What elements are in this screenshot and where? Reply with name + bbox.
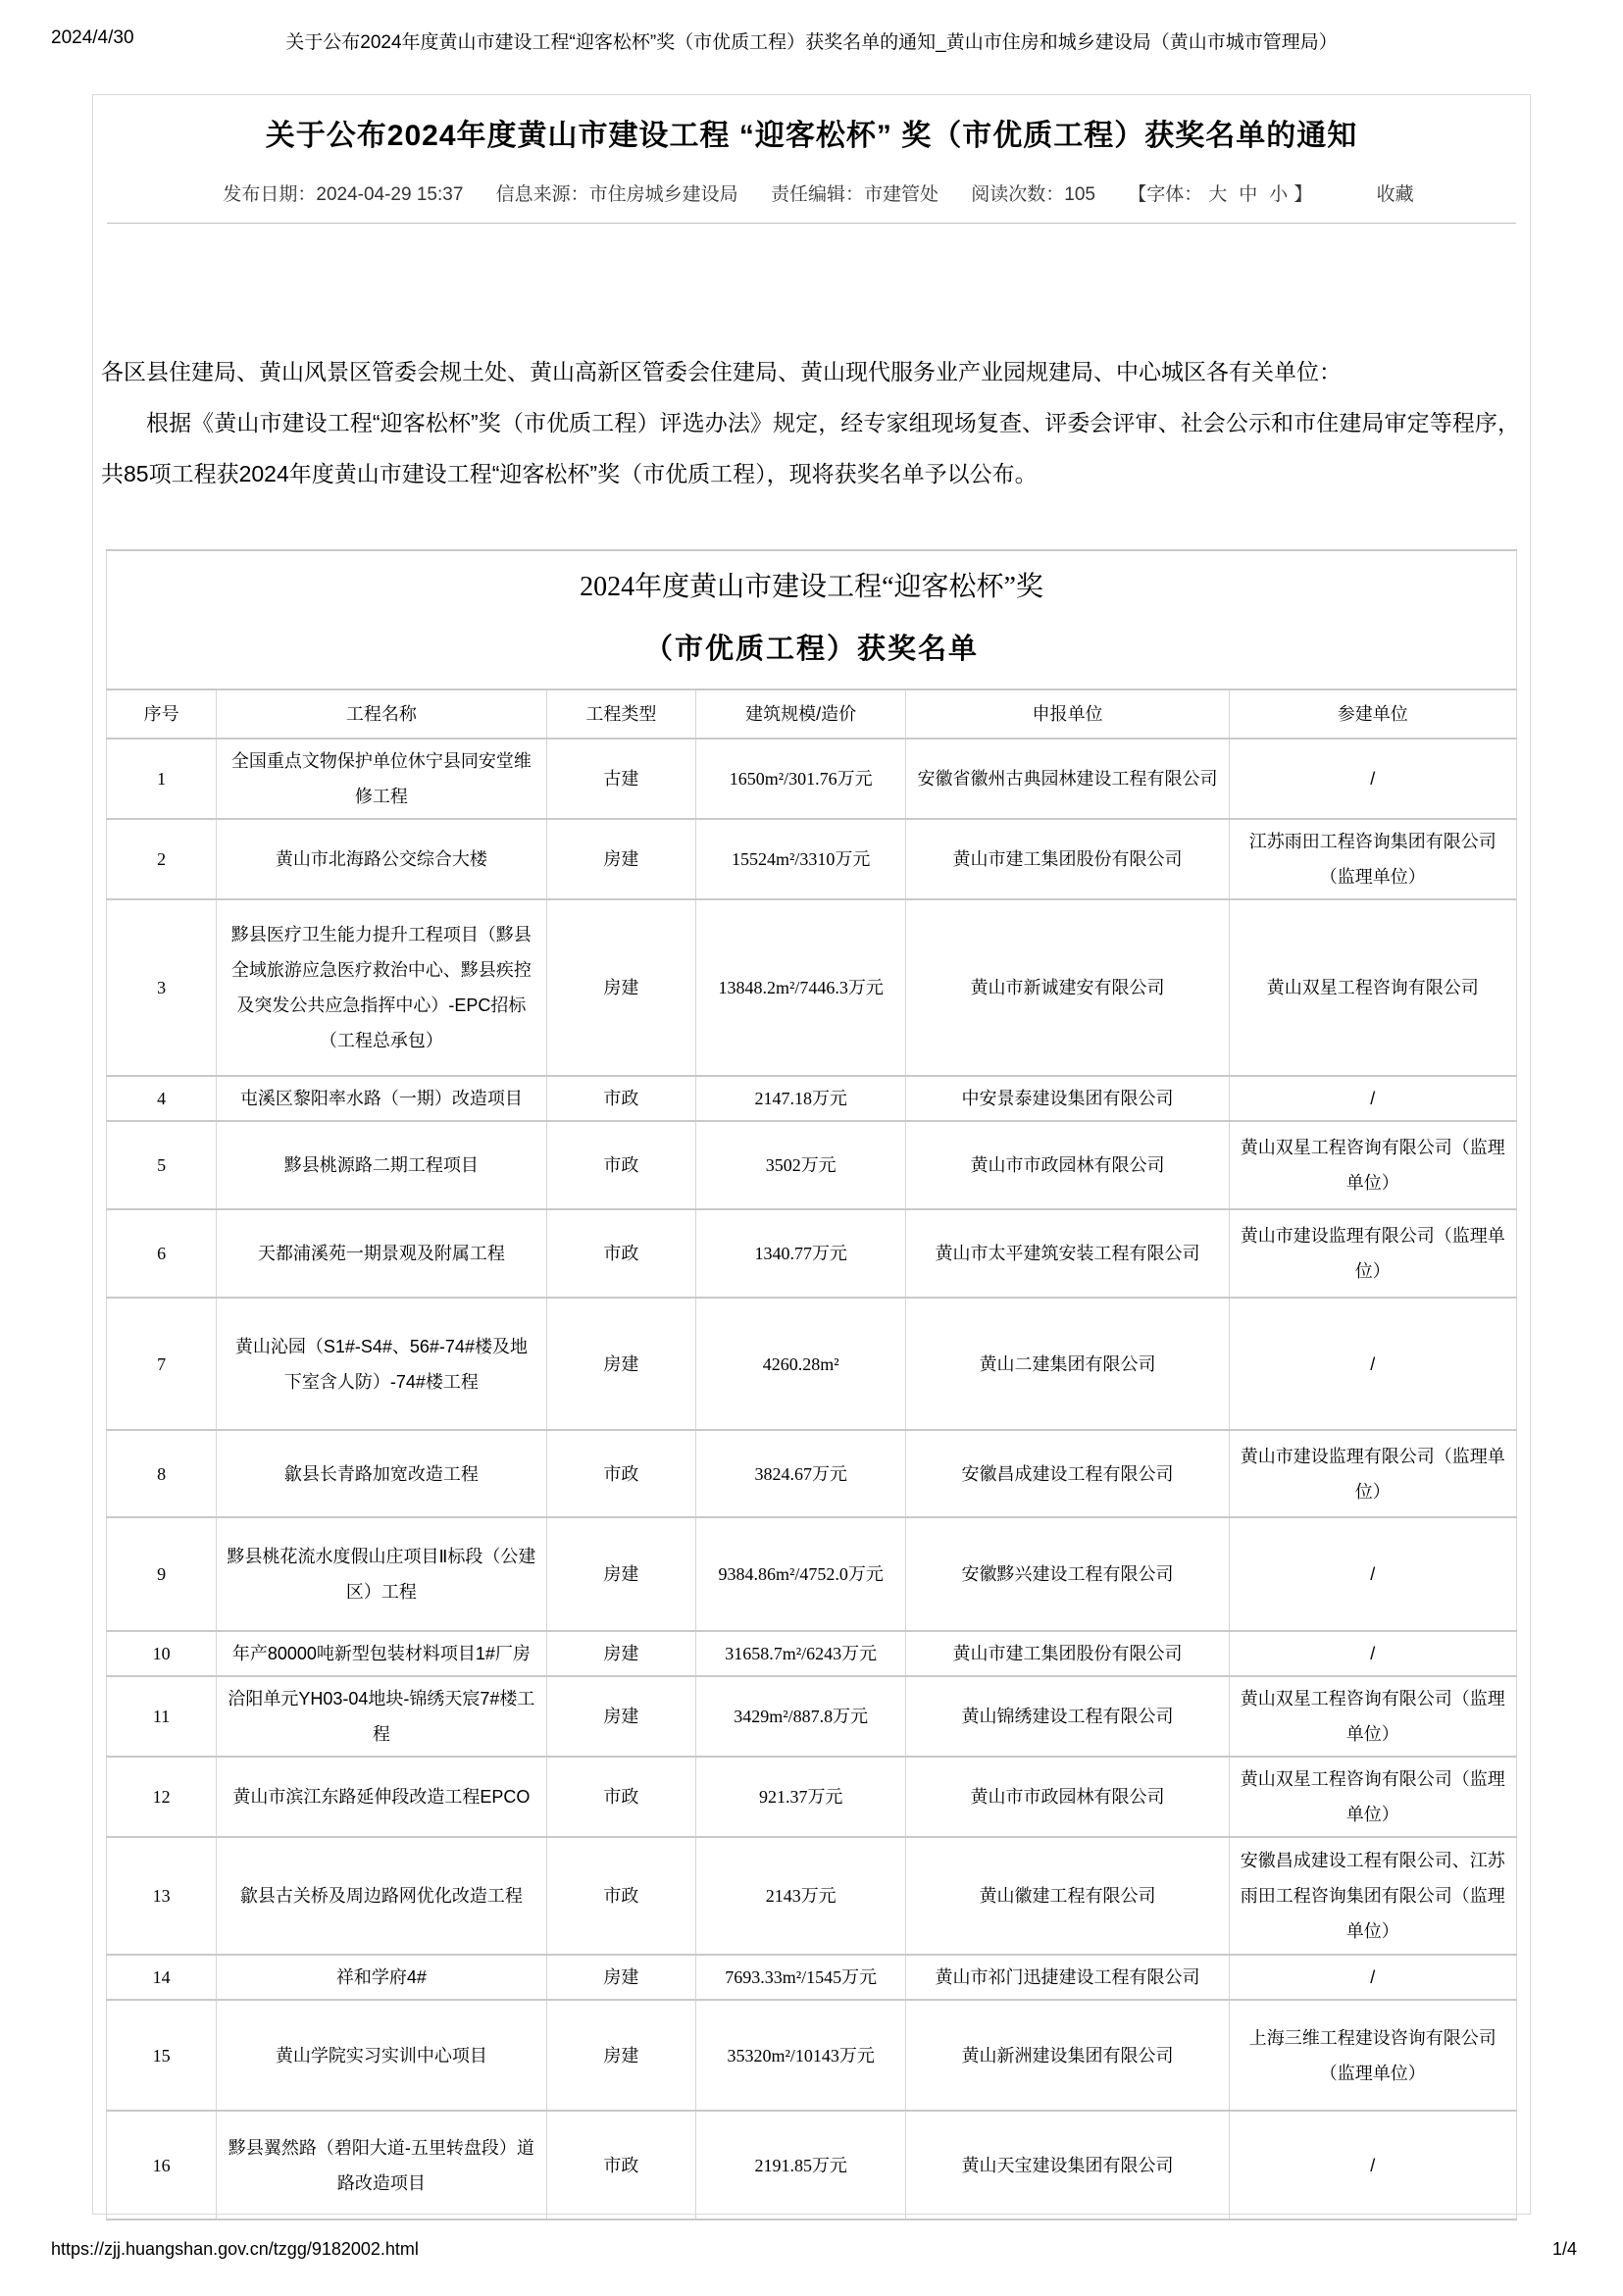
cell-participants: 黄山双星工程咨询有限公司（监理单位） — [1229, 1676, 1516, 1757]
cell-participants: / — [1229, 1631, 1516, 1676]
table-row — [107, 739, 1517, 819]
cell-scale: 2143万元 — [696, 1837, 906, 1955]
cell-participants: / — [1229, 1955, 1516, 2000]
table-row — [107, 1955, 1517, 2000]
column-header-5: 参建单位 — [1229, 689, 1516, 739]
cell-applicant: 安徽省徽州古典园林建设工程有限公司 — [906, 739, 1229, 819]
cell-scale: 1650m²/301.76万元 — [696, 739, 906, 819]
column-header-0: 序号 — [107, 689, 217, 739]
cell-participants: / — [1229, 739, 1516, 819]
favorite-link[interactable]: 收藏 — [1376, 184, 1414, 205]
cell-applicant: 黄山二建集团有限公司 — [906, 1298, 1229, 1430]
cell-name: 全国重点文物保护单位休宁县同安堂维修工程 — [217, 739, 546, 819]
cell-no: 1 — [107, 739, 217, 819]
view-count: 阅读次数：105 — [971, 184, 1095, 205]
cell-type: 古建 — [546, 739, 695, 819]
table-row — [107, 819, 1517, 899]
column-header-4: 申报单位 — [906, 689, 1229, 739]
cell-type: 房建 — [546, 1676, 695, 1757]
cell-name: 天都浦溪苑一期景观及附属工程 — [217, 1209, 546, 1298]
column-header-1: 工程名称 — [217, 689, 546, 739]
cell-scale: 9384.86m²/4752.0万元 — [696, 1517, 906, 1631]
table-row — [107, 1298, 1517, 1430]
cell-name: 黄山沁园（S1#-S4#、56#-74#楼及地下室含人防）-74#楼工程 — [217, 1298, 546, 1430]
font-size-control — [1128, 184, 1312, 205]
article-body — [101, 346, 1520, 499]
cell-participants: 江苏雨田工程咨询集团有限公司（监理单位） — [1229, 819, 1516, 899]
cell-applicant: 黄山徽建工程有限公司 — [906, 1837, 1229, 1955]
cell-type: 房建 — [546, 819, 695, 899]
cell-applicant: 安徽昌成建设工程有限公司 — [906, 1430, 1229, 1517]
cell-scale: 1340.77万元 — [696, 1209, 906, 1298]
cell-no: 7 — [107, 1298, 217, 1430]
cell-name: 黟县翼然路（碧阳大道-五里转盘段）道路改造项目 — [217, 2111, 546, 2219]
cell-no: 14 — [107, 1955, 217, 2000]
cell-type: 市政 — [546, 1430, 695, 1517]
cell-no: 11 — [107, 1676, 217, 1757]
table-title-row — [107, 550, 1517, 689]
cell-scale: 31658.7m²/6243万元 — [696, 1631, 906, 1676]
cell-no: 3 — [107, 899, 217, 1076]
cell-name: 黄山市滨江东路延伸段改造工程EPCO — [217, 1757, 546, 1837]
cell-type: 房建 — [546, 1955, 695, 2000]
cell-no: 10 — [107, 1631, 217, 1676]
cell-applicant: 黄山市市政园林有限公司 — [906, 1757, 1229, 1837]
cell-name: 黟县桃源路二期工程项目 — [217, 1121, 546, 1209]
table-row — [107, 1209, 1517, 1298]
cell-type: 市政 — [546, 2111, 695, 2219]
cell-scale: 3824.67万元 — [696, 1430, 906, 1517]
column-header-2: 工程类型 — [546, 689, 695, 739]
table-row — [107, 1757, 1517, 1837]
cell-applicant: 黄山市祁门迅捷建设工程有限公司 — [906, 1955, 1229, 2000]
table-row — [107, 1121, 1517, 1209]
cell-scale: 13848.2m²/7446.3万元 — [696, 899, 906, 1076]
award-table — [106, 549, 1517, 2220]
cell-no: 2 — [107, 819, 217, 899]
cell-scale: 4260.28m² — [696, 1298, 906, 1430]
cell-no: 13 — [107, 1837, 217, 1955]
cell-name: 黄山学院实习实训中心项目 — [217, 2000, 546, 2111]
article-content-box — [92, 94, 1531, 2215]
table-row — [107, 1631, 1517, 1676]
cell-type: 市政 — [546, 1076, 695, 1121]
cell-applicant: 安徽黟兴建设工程有限公司 — [906, 1517, 1229, 1631]
salutation-paragraph: 各区县住建局、黄山风景区管委会规土处、黄山高新区管委会住建局、黄山现代服务业产业园规建局、中心城区各有关单位： — [101, 359, 1342, 384]
editor: 责任编辑：市建管处 — [770, 184, 938, 205]
cell-participants: 黄山市建设监理有限公司（监理单位） — [1229, 1209, 1516, 1298]
table-title-line2: （市优质工程）获奖名单 — [643, 634, 979, 665]
cell-applicant: 黄山市建工集团股份有限公司 — [906, 819, 1229, 899]
cell-scale: 921.37万元 — [696, 1757, 906, 1837]
cell-no: 6 — [107, 1209, 217, 1298]
article-meta-line — [93, 179, 1530, 206]
cell-name: 歙县古关桥及周边路网优化改造工程 — [217, 1837, 546, 1955]
cell-scale: 2191.85万元 — [696, 2111, 906, 2219]
cell-name: 歙县长青路加宽改造工程 — [217, 1430, 546, 1517]
cell-scale: 2147.18万元 — [696, 1076, 906, 1121]
cell-no: 8 — [107, 1430, 217, 1517]
cell-scale: 15524m²/3310万元 — [696, 819, 906, 899]
table-header-row — [107, 689, 1517, 739]
table-row — [107, 2000, 1517, 2111]
table-row — [107, 1676, 1517, 1757]
print-footer-url: https://zjj.huangshan.gov.cn/tzgg/9182002.html — [51, 2239, 419, 2259]
cell-no: 5 — [107, 1121, 217, 1209]
publish-date: 发布日期：2024-04-29 15:37 — [223, 184, 464, 205]
table-row — [107, 1837, 1517, 1955]
cell-participants: 黄山双星工程咨询有限公司 — [1229, 899, 1516, 1076]
cell-type: 房建 — [546, 1298, 695, 1430]
cell-participants: / — [1229, 1517, 1516, 1631]
cell-type: 市政 — [546, 1757, 695, 1837]
font-size-large-link[interactable]: 大 — [1208, 184, 1228, 205]
table-title-cell — [107, 550, 1517, 689]
cell-participants: 上海三维工程建设咨询有限公司（监理单位） — [1229, 2000, 1516, 2111]
cell-name: 祥和学府4# — [217, 1955, 546, 2000]
cell-no: 12 — [107, 1757, 217, 1837]
table-row — [107, 1430, 1517, 1517]
body-paragraph: 根据《黄山市建设工程“迎客松杯”奖（市优质工程）评选办法》规定，经专家组现场复查、评委会评审、社会公示和市住建局审定等程序，共85项工程获2024年度黄山市建设工程“迎客松杯”奖（市优质工程），现将获奖名单予以公布。 — [101, 410, 1520, 486]
cell-name: 黄山市北海路公交综合大楼 — [217, 819, 546, 899]
cell-participants: / — [1229, 1076, 1516, 1121]
cell-no: 9 — [107, 1517, 217, 1631]
cell-participants: / — [1229, 2111, 1516, 2219]
cell-scale: 3502万元 — [696, 1121, 906, 1209]
table-row — [107, 1076, 1517, 1121]
cell-applicant: 黄山新洲建设集团有限公司 — [906, 2000, 1229, 2111]
cell-participants: 黄山双星工程咨询有限公司（监理单位） — [1229, 1121, 1516, 1209]
print-header-title: 关于公布2024年度黄山市建设工程“迎客松杯”奖（市优质工程）获奖名单的通知_黄山市住房和城乡建设局（黄山市城市管理局） — [285, 32, 1338, 53]
cell-applicant: 黄山市市政园林有限公司 — [906, 1121, 1229, 1209]
cell-name: 黟县医疗卫生能力提升工程项目（黟县全域旅游应急医疗救治中心、黟县疾控及突发公共应急指挥中心）-EPC招标（工程总承包） — [217, 899, 546, 1076]
cell-participants: / — [1229, 1298, 1516, 1430]
cell-scale: 35320m²/10143万元 — [696, 2000, 906, 2111]
print-footer-page-number: 1/4 — [1551, 2239, 1577, 2259]
table-row — [107, 1517, 1517, 1631]
print-header-date: 2024/4/30 — [51, 27, 134, 48]
cell-type: 市政 — [546, 1209, 695, 1298]
table-title-line1: 2024年度黄山市建设工程“迎客松杯”奖 — [580, 572, 1043, 602]
cell-type: 房建 — [546, 1631, 695, 1676]
info-source: 信息来源：市住房城乡建设局 — [495, 184, 738, 205]
column-header-3: 建筑规模/造价 — [696, 689, 906, 739]
cell-scale: 7693.33m²/1545万元 — [696, 1955, 906, 2000]
cell-applicant: 黄山天宝建设集团有限公司 — [906, 2111, 1229, 2219]
cell-type: 房建 — [546, 2000, 695, 2111]
cell-scale: 3429m²/887.8万元 — [696, 1676, 906, 1757]
cell-no: 16 — [107, 2111, 217, 2219]
cell-type: 市政 — [546, 1121, 695, 1209]
cell-applicant: 黄山锦绣建设工程有限公司 — [906, 1676, 1229, 1757]
cell-applicant: 中安景泰建设集团有限公司 — [906, 1076, 1229, 1121]
cell-participants: 黄山双星工程咨询有限公司（监理单位） — [1229, 1757, 1516, 1837]
cell-name: 洽阳单元YH03-04地块-锦绣天宸7#楼工程 — [217, 1676, 546, 1757]
cell-no: 15 — [107, 2000, 217, 2111]
font-size-small-link[interactable]: 小 — [1269, 184, 1289, 205]
cell-participants: 黄山市建设监理有限公司（监理单位） — [1229, 1430, 1516, 1517]
font-size-prefix: 【字体： — [1128, 184, 1203, 205]
cell-type: 房建 — [546, 1517, 695, 1631]
cell-applicant: 黄山市新诚建安有限公司 — [906, 899, 1229, 1076]
table-row — [107, 2111, 1517, 2219]
cell-name: 年产80000吨新型包装材料项目1#厂房 — [217, 1631, 546, 1676]
meta-divider — [107, 223, 1516, 224]
table-row — [107, 899, 1517, 1076]
cell-type: 市政 — [546, 1837, 695, 1955]
cell-no: 4 — [107, 1076, 217, 1121]
font-size-medium-link[interactable]: 中 — [1239, 184, 1258, 205]
article-title: 关于公布2024年度黄山市建设工程 “迎客松杯” 奖（市优质工程）获奖名单的通知 — [265, 120, 1358, 152]
font-size-suffix: 】 — [1293, 184, 1313, 205]
cell-participants: 安徽昌成建设工程有限公司、江苏雨田工程咨询集团有限公司（监理单位） — [1229, 1837, 1516, 1955]
cell-name: 黟县桃花流水度假山庄项目Ⅱ标段（公建区）工程 — [217, 1517, 546, 1631]
cell-name: 屯溪区黎阳率水路（一期）改造项目 — [217, 1076, 546, 1121]
cell-applicant: 黄山市建工集团股份有限公司 — [906, 1631, 1229, 1676]
cell-applicant: 黄山市太平建筑安装工程有限公司 — [906, 1209, 1229, 1298]
cell-type: 房建 — [546, 899, 695, 1076]
